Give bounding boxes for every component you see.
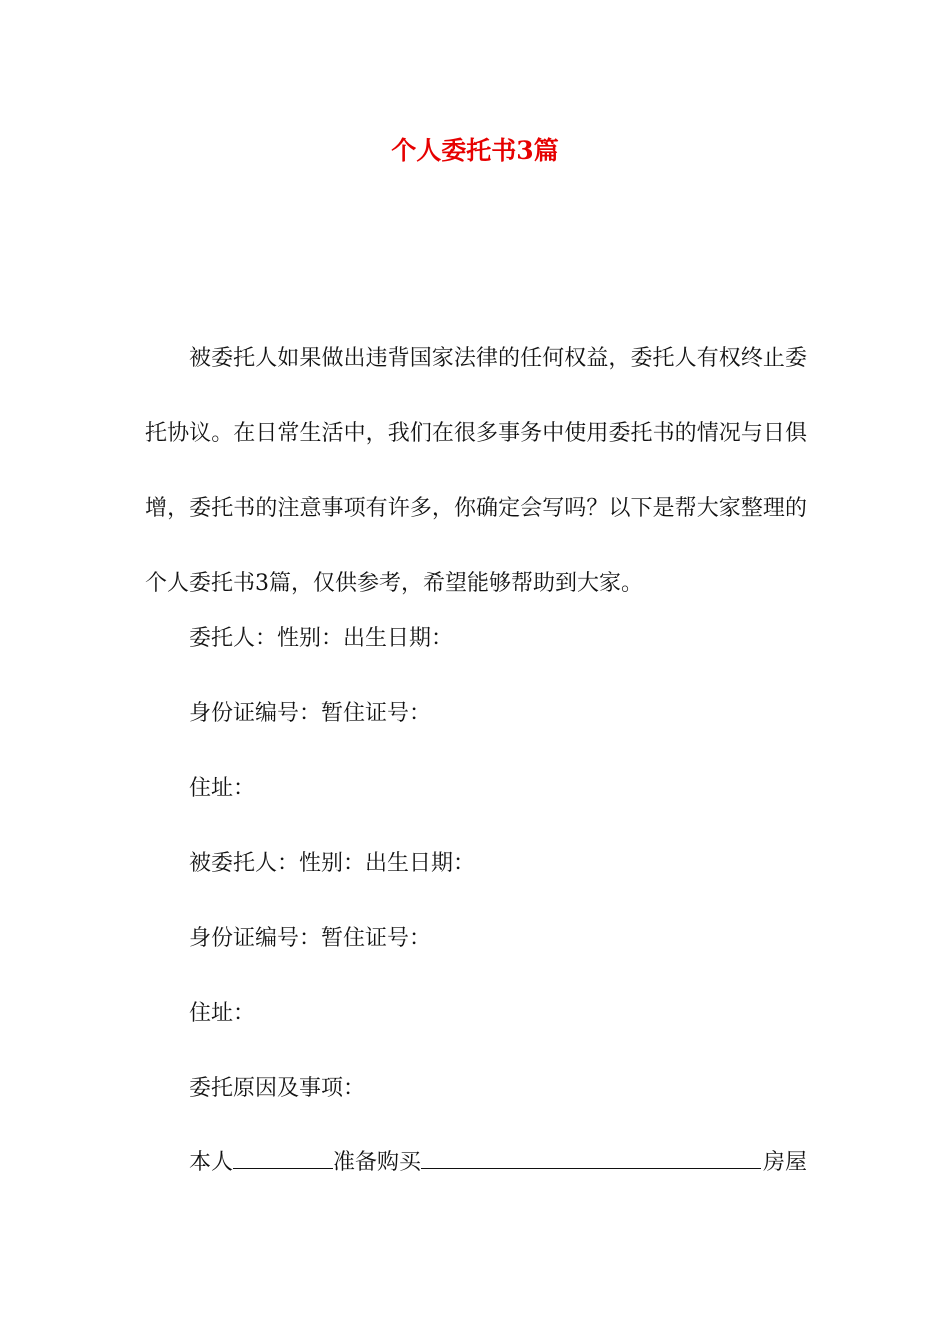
agent-id-line: 身份证编号：暂住证号：: [189, 926, 432, 951]
agent-line: 被委托人：性别：出生日期：: [189, 851, 476, 876]
principal-line: 委托人：性别：出生日期：: [189, 626, 454, 651]
document-title: 个人委托书3篇: [391, 136, 559, 165]
statement-part3: 房屋: [762, 1150, 807, 1175]
principal-id-line: 身份证编号：暂住证号：: [189, 701, 432, 726]
purchase-statement: [189, 1145, 807, 1181]
principal-address-line: 住址：: [189, 776, 256, 801]
statement-part1: 本人: [189, 1150, 234, 1175]
agent-address-line: 住址：: [189, 1001, 256, 1026]
name-blank: [233, 1146, 333, 1169]
property-blank: [421, 1146, 761, 1169]
reason-heading: 委托原因及事项：: [189, 1076, 366, 1101]
statement-part2: 准备购买: [333, 1150, 422, 1175]
intro-paragraph: 被委托人如果做出违背国家法律的任何权益，委托人有权终止委托协议。在日常生活中，我们在很多事务中使用委托书的情况与日俱增，委托书的注意事项有许多，你确定会写吗？以下是帮大家整理的个人委托书3篇，仅供参考，希望能够帮助到大家。: [145, 346, 807, 596]
